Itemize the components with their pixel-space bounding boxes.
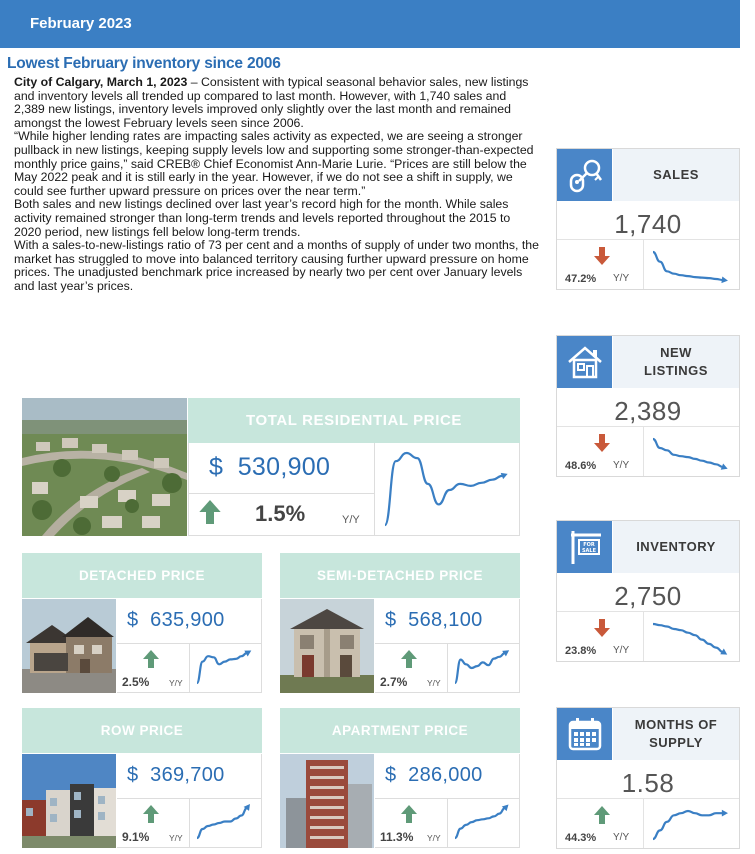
up-arrow-icon bbox=[143, 805, 159, 823]
trend-line bbox=[653, 811, 723, 839]
price-value: 530,900 bbox=[237, 453, 331, 481]
currency-symbol: $ bbox=[209, 453, 224, 481]
inventory-trend-sparkline bbox=[647, 618, 737, 658]
detached-trend-sparkline bbox=[191, 647, 261, 689]
row-price-card bbox=[22, 708, 262, 848]
kpi-footer bbox=[557, 239, 739, 289]
kpi-card-months-of-supply bbox=[556, 707, 740, 849]
kpi-card-inventory bbox=[556, 520, 740, 662]
kpi-value: 2,750 bbox=[614, 581, 682, 611]
currency-symbol: $ bbox=[127, 609, 139, 631]
trend-line bbox=[653, 252, 723, 280]
divider bbox=[374, 443, 375, 536]
yy-label: Y/Y bbox=[169, 833, 183, 843]
divider bbox=[189, 798, 190, 848]
trend-line bbox=[653, 624, 723, 652]
kpi-label: INVENTORY bbox=[613, 521, 739, 573]
yy-label: Y/Y bbox=[342, 514, 360, 526]
divider bbox=[643, 427, 644, 476]
row-housing-photo bbox=[22, 754, 116, 848]
row-title: ROW PRICE bbox=[22, 708, 262, 753]
kpi-label: MONTHS OF SUPPLY bbox=[613, 708, 739, 760]
apartment-price-card bbox=[280, 708, 520, 848]
kpi-footer bbox=[557, 611, 739, 661]
total-residential-panel bbox=[188, 443, 520, 536]
row-price bbox=[127, 764, 225, 787]
kpi-card-sales bbox=[556, 148, 740, 290]
kpi-label: SALES bbox=[613, 149, 739, 201]
apartment-title: APARTMENT PRICE bbox=[280, 708, 520, 753]
kpi-value: 1.58 bbox=[621, 768, 675, 798]
divider bbox=[643, 240, 644, 289]
calendar-icon bbox=[557, 708, 612, 760]
kpi-label: NEW LISTINGS bbox=[613, 336, 739, 388]
up-arrow-icon bbox=[594, 806, 610, 824]
kpi-value: 1,740 bbox=[614, 209, 682, 239]
trend-line bbox=[197, 653, 247, 683]
kpi-yy-label: Y/Y bbox=[613, 832, 630, 843]
total-residential-price bbox=[209, 453, 330, 482]
trend-arrowhead bbox=[722, 810, 728, 817]
divider bbox=[189, 643, 190, 693]
kpi-yy-label: Y/Y bbox=[613, 273, 630, 284]
keys-icon bbox=[557, 149, 612, 201]
article-paragraph-1 bbox=[14, 76, 539, 130]
up-arrow-icon bbox=[401, 650, 417, 668]
sales-trend-sparkline bbox=[647, 246, 737, 286]
semi-detached-title: SEMI-DETACHED PRICE bbox=[280, 553, 520, 598]
currency-symbol: $ bbox=[127, 764, 139, 786]
detached-title: DETACHED PRICE bbox=[22, 553, 262, 598]
new-listings-trend-sparkline bbox=[647, 433, 737, 473]
divider bbox=[643, 799, 644, 848]
trend-line bbox=[455, 808, 505, 838]
semi-detached-change: 2.7% bbox=[380, 675, 408, 689]
neighbourhood-aerial-photo bbox=[22, 398, 187, 536]
trend-line bbox=[385, 453, 503, 525]
divider bbox=[447, 643, 448, 693]
detached-change: 2.5% bbox=[122, 675, 150, 689]
month-banner bbox=[0, 0, 740, 48]
currency-symbol: $ bbox=[385, 609, 397, 631]
trend-line bbox=[455, 653, 505, 683]
down-arrow-icon bbox=[594, 434, 610, 452]
divider bbox=[447, 798, 448, 848]
up-arrow-icon bbox=[199, 500, 221, 524]
down-arrow-icon bbox=[594, 619, 610, 637]
detached-price-card bbox=[22, 553, 262, 693]
apartment-panel bbox=[375, 754, 520, 848]
total-residential-title: TOTAL RESIDENTIAL PRICE bbox=[188, 398, 520, 443]
house-icon bbox=[557, 336, 612, 388]
kpi-yy-label: Y/Y bbox=[613, 460, 630, 471]
headline: Lowest February inventory since 2006 bbox=[7, 55, 281, 72]
semi-detached-trend-sparkline bbox=[449, 647, 519, 689]
trend-arrowhead bbox=[721, 277, 728, 284]
price-value: 286,000 bbox=[408, 764, 483, 786]
semi-detached-price-card bbox=[280, 553, 520, 693]
kpi-footer bbox=[557, 798, 739, 848]
total-residential-change: 1.5% bbox=[255, 501, 306, 526]
yy-label: Y/Y bbox=[427, 833, 441, 843]
kpi-footer bbox=[557, 426, 739, 476]
divider bbox=[189, 493, 374, 494]
kpi-value: 2,389 bbox=[614, 396, 682, 426]
semi-detached-panel bbox=[375, 599, 520, 693]
article-text-1: – Consistent with typical seasonal behavior sales, new listings and inventory levels all trended up compared to last month. However, with 1,740 sales and 2,389 new listings, inventory levels improved only slightly over the last month and remained amongst the lowest February levels seen since 2006. bbox=[14, 75, 529, 130]
up-arrow-icon bbox=[401, 805, 417, 823]
months-of-supply-trend-sparkline bbox=[647, 805, 737, 845]
row-trend-sparkline bbox=[191, 802, 261, 844]
month-title: February 2023 bbox=[30, 15, 132, 32]
for-sale-sign-icon bbox=[557, 521, 612, 573]
currency-symbol: $ bbox=[385, 764, 397, 786]
detached-panel bbox=[117, 599, 262, 693]
divider bbox=[643, 612, 644, 661]
article-paragraph-3: Both sales and new listings declined over last year’s record high for the month. While sales activity remained stronger than long-term trends and levels reported throughout the 2015 to 2020 period, new listings fell below long-term trends. bbox=[14, 197, 511, 239]
detached-price bbox=[127, 609, 225, 632]
article-paragraph-2: “While higher lending rates are impacting sales activity as expected, we are seeing a stronger pullback in new listings, keeping supply levels low and supporting some stronger-than-expected monthly price gains,” said CREB® Chief Economist Ann-Marie Lurie. “Prices are still below the May 2022 peak and it is still early in the year. However, if we do not see a shift in supply, we could see further upward pressure on prices over the near term.” bbox=[14, 129, 534, 198]
apartment-change: 11.3% bbox=[380, 830, 414, 844]
yy-label: Y/Y bbox=[169, 678, 183, 688]
kpi-yy-label: Y/Y bbox=[613, 645, 630, 656]
svg-text:SALE: SALE bbox=[581, 548, 596, 554]
article-paragraph-4: With a sales-to-new-listings ratio of 73 per cent and a months of supply of under two months, the market has struggled to move into balanced territory causing further upward pressure on home prices. The unadjusted benchmark price increased by nearly two per cent over January levels and last year’s prices. bbox=[14, 238, 539, 293]
price-value: 369,700 bbox=[150, 764, 225, 786]
apartment-trend-sparkline bbox=[449, 802, 519, 844]
up-arrow-icon bbox=[143, 650, 159, 668]
kpi-change: 47.2% bbox=[565, 273, 597, 285]
apartment-price bbox=[385, 764, 483, 787]
price-value: 635,900 bbox=[150, 609, 225, 631]
kpi-change: 23.8% bbox=[565, 645, 597, 657]
svg-text:FOR: FOR bbox=[582, 542, 595, 548]
total-residential-trend-sparkline bbox=[379, 447, 517, 531]
article-body bbox=[14, 76, 539, 294]
kpi-change: 48.6% bbox=[565, 460, 597, 472]
row-panel bbox=[117, 754, 262, 848]
semi-detached-price bbox=[385, 609, 483, 632]
semi-detached-house-photo bbox=[280, 599, 374, 693]
price-value: 568,100 bbox=[408, 609, 483, 631]
yy-label: Y/Y bbox=[427, 678, 441, 688]
trend-line bbox=[197, 808, 247, 838]
kpi-card-new-listings bbox=[556, 335, 740, 477]
total-residential-card bbox=[22, 398, 520, 536]
detached-house-photo bbox=[22, 599, 116, 693]
apartment-tower-photo bbox=[280, 754, 374, 848]
trend-line bbox=[653, 439, 723, 467]
down-arrow-icon bbox=[594, 247, 610, 265]
kpi-change: 44.3% bbox=[565, 832, 597, 844]
row-change: 9.1% bbox=[122, 830, 150, 844]
dateline: City of Calgary, March 1, 2023 bbox=[14, 75, 188, 89]
